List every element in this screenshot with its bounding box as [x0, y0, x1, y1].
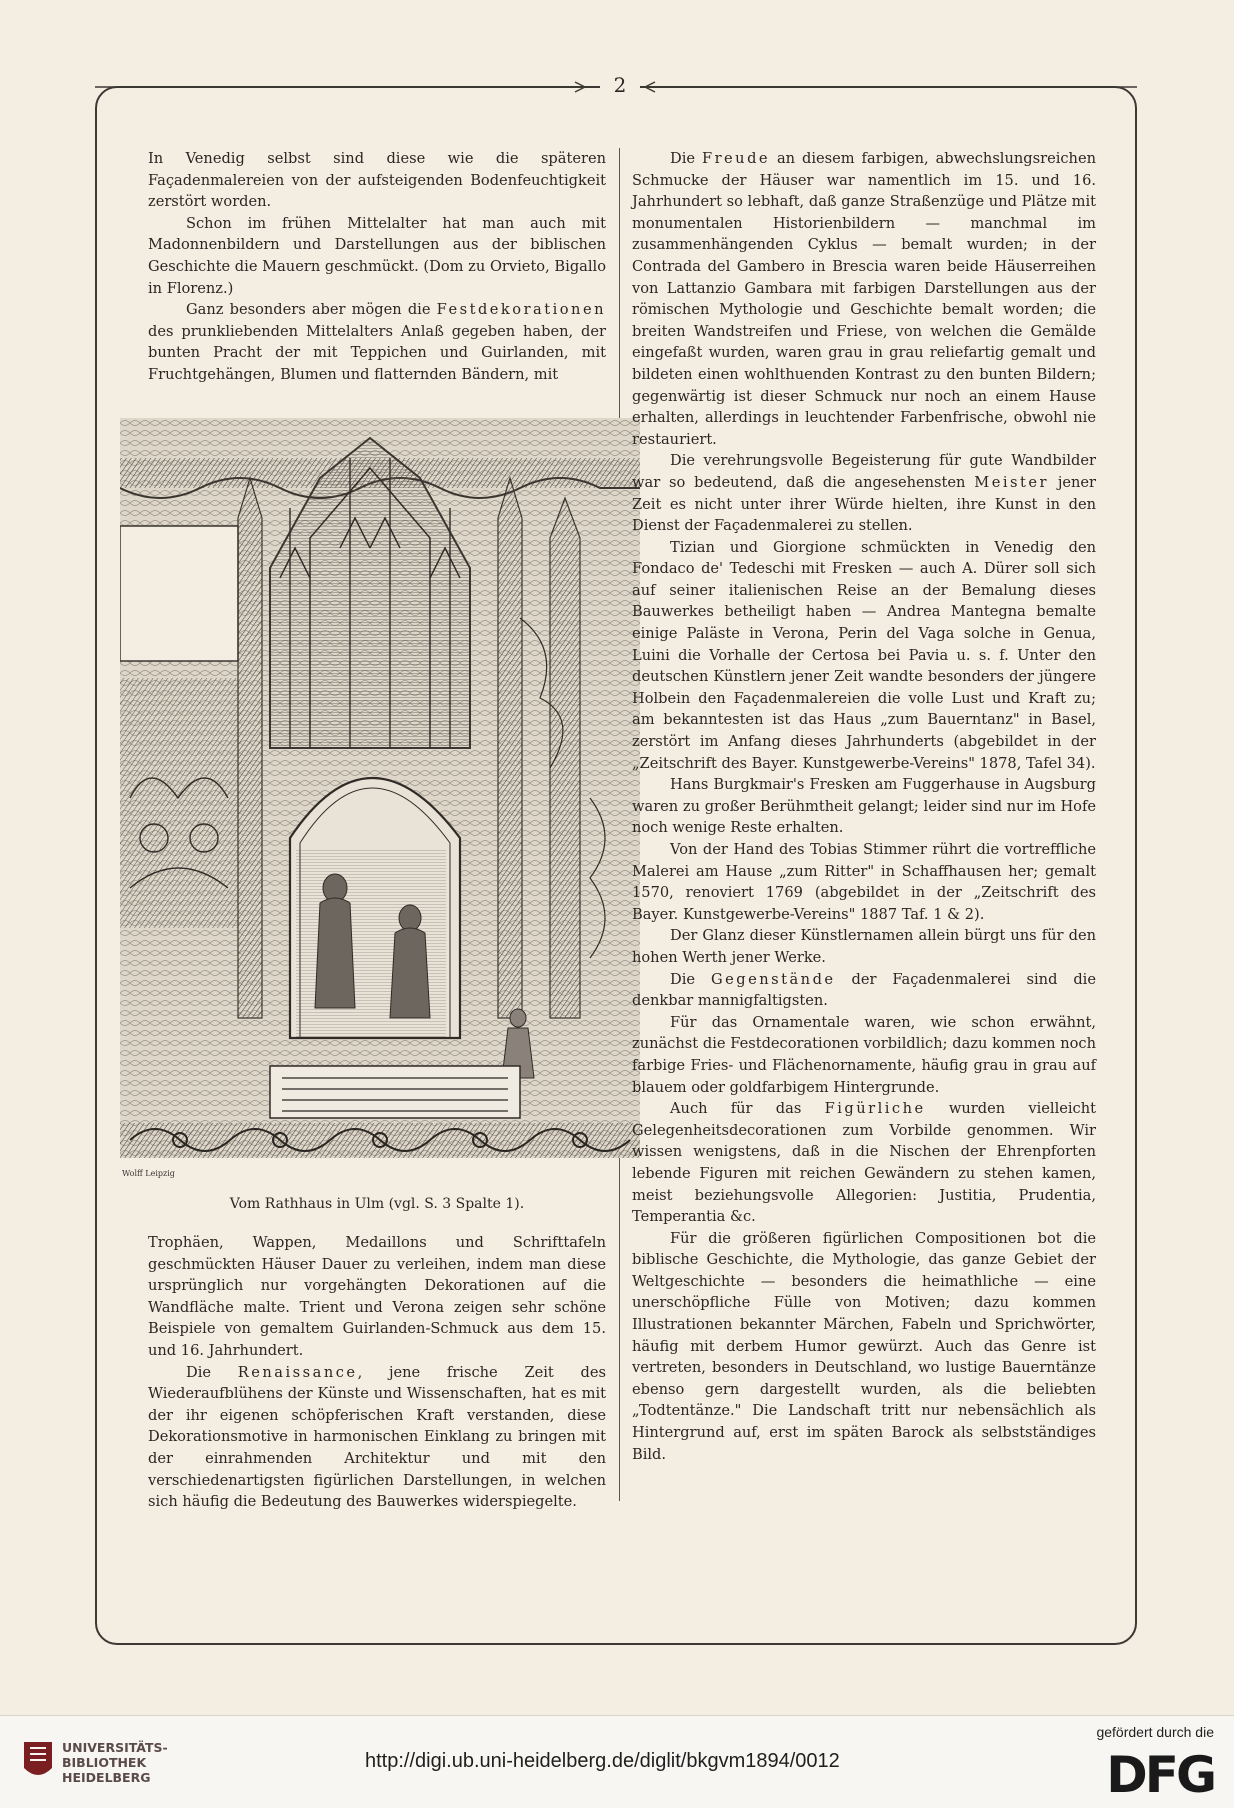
paragraph: Tizian und Giorgione schmückten in Venedig den Fondaco de' Tedeschi mit Fresken — auch A. Dürer soll sich auf seiner italienischen Reise an der Bemalung dieses Bauwerkes betheiligt haben — Andrea Mantegna bemalte einige Paläste in Verona, Perin del Vaga solche in Genua, Luini die Vorhalle der Certosa bei Pavia u. s. f. Unter den deutschen Künstlern jener Zeit wandte besonders der jüngere Holbein den Façadenmalereien die volle Lust und Kraft zu; am bekanntesten ist das Haus „zum Bauerntanz" in Basel, zerstört im Anfang dieses Jahrhunderts (abgebildet in der „Zeitschrift des Bayer. Kunstgewerbe-Vereins" 1878, Tafel 34). — [632, 538, 1096, 772]
digitization-footer — [0, 1715, 1234, 1808]
funding-note: gefördert durch die — [1096, 1724, 1214, 1740]
emphasized-term: Renaissance — [237, 1363, 358, 1381]
paragraph: Hans Burgkmair's Fresken am Fuggerhause in Augsburg waren zu großer Berühmtheit gelangt; leider sind nur im Hofe noch wenige Reste erhalten. — [632, 776, 1096, 837]
paragraph: Die verehrungsvolle Begeisterung für gute Wandbilder war so bedeutend, daß die angesehensten Meister jener Zeit es nicht unter ihrer Würde hielten, ihre Kunst in den Dienst der Façadenmalerei zu stellen. — [632, 452, 1097, 535]
paragraph: Die Renaissance, jene frische Zeit des Wiederaufblühens der Künste und Wissenschaften, hat es mit der ihr eigenen schöpferischen Kraft verstanden, diese Dekorationsmotive in harmonischen Einklang zu bringen mit der einrahmenden Architektur und mit den verschiedenartigsten figürlichen Darstellungen, in welchen sich häufig die Bedeutung des Bauwerkes widerspiegelte. — [148, 1363, 606, 1511]
source-url-link[interactable]: http://digi.ub.uni-heidelberg.de/diglit/bkgvm1894/0012 — [365, 1750, 840, 1772]
engraving-illustration — [120, 418, 640, 1183]
paragraph: Ganz besonders aber mögen die Festdekorationen des prunkliebenden Mittelalters Anlaß gegeben haben, der bunten Pracht der mit Teppichen und Guirlanden, mit Fruchtgehängen, Blumen und flatternden Bändern, mit — [148, 301, 606, 383]
paragraph: Der Glanz dieser Künstlernamen allein bürgt uns für den hohen Werth jener Werke. — [632, 927, 1096, 966]
paragraph: Die Gegenstände der Façadenmalerei sind die denkbar mannigfaltigsten. — [632, 970, 1096, 1010]
paragraph: Für die größeren figürlichen Compositionen bot die biblische Geschichte, die Mythologie, das ganze Gebiet der Weltgeschichte — besonders die heimathliche — eine unerschöpfliche Fülle von Motiven; dazu kommen Illustrationen bekannter Märchen, Fabeln und Sprichwörter, häufig mit derbem Humor gewürzt. Auch das Genre ist vertreten, besonders in Deutschland, wo lustige Bauerntänze ebenso gern dargestellt wurden, als die beliebten „Todtentänze." Die Landschaft tritt nur nebensächlich als Hintergrund auf, erst im späten Barock als selbstständiges Bild. — [632, 1229, 1096, 1463]
university-library-logo-icon — [20, 1738, 56, 1784]
paragraph: Von der Hand des Tobias Stimmer rührt die vortreffliche Malerei am Hause „zum Ritter" in Schaffhausen her; gemalt 1570, renoviert 1769 (abgebildet in der „Zeitschrift des Bayer. Kunstgewerbe-Vereins" 1887 Taf. 1 & 2). — [632, 841, 1096, 923]
emphasized-term: Meister — [974, 473, 1049, 491]
left-column-bottom — [148, 1232, 606, 1513]
paragraph: Die Freude an diesem farbigen, abwechslungsreichen Schmucke der Häuser war namentlich im 15. und 16. Jahrhundert so lebhaft, daß ganze Straßenzüge und Plätze mit monumentalen Historienbildern — manchmal im zusammenhängenden Cyklus — bemalt wurden; in der Contrada del Gambero in Brescia waren beide Häuserreihen von Lattanzio Gambara mit farbigen Darstellungen aus der römischen Mythologie und Geschichte bemalt worden; die breiten Wandstreifen und Friese, von welchen die Gemälde eingefaßt wurden, waren grau in grau reliefartig gemalt und bildeten einen wohlthuenden Kontrast zu den bunten Bildern; gegenwärtig ist dieser Schmuck nur noch an einem Hause erhalten, allerdings in leuchtender Farbenfrische, obwohl nie restauriert. — [632, 150, 1096, 448]
emphasized-term: Freude — [701, 150, 771, 167]
figure-caption: Vom Rathhaus in Ulm (vgl. S. 3 Spalte 1). — [229, 1196, 525, 1212]
paragraph: Für das Ornamentale waren, wie schon erwähnt, zunächst die Festdecorationen vorbildlich; dazu kommen noch farbige Fries- und Flächenornamente, häufig grau in grau auf blauem oder goldfarbigem Hintergrunde. — [632, 1013, 1096, 1096]
dfg-logo: DFG — [1106, 1746, 1214, 1804]
paragraph: Schon im frühen Mittelalter hat man auch mit Madonnenbildern und Darstellungen aus der biblischen Geschichte die Mauern geschmückt. (Dom zu Orvieto, Bigallo in Florenz.) — [148, 214, 606, 297]
emphasized-term: Festdekorationen — [436, 301, 606, 319]
library-name: UNIVERSITÄTS- BIBLIOTHEK HEIDELBERG — [62, 1740, 168, 1785]
emphasized-term: Figürliche — [824, 1100, 926, 1118]
emphasized-term: Gegenstände — [710, 970, 836, 988]
right-column — [632, 148, 1096, 1465]
left-column-top — [148, 148, 606, 386]
paragraph: Auch für das Figürliche wurden vielleicht Gelegenheitsdecorationen zum Vorbilde genommen. Wir wissen wenigstens, daß in die Nischen der Ehrenpforten lebende Figuren mit reichen Gewändern zu stehen kamen, meist beziehungsvolle Allegorien: Justitia, Prudentia, Temperantia &c. — [632, 1100, 1096, 1226]
paragraph: Trophäen, Wappen, Medaillons und Schrifttafeln geschmückten Häuser Dauer zu verleihen, indem man diese ursprünglich nur vorgehängten Dekorationen auf die Wandfläche malte. Trient und Verona zeigen sehr schöne Beispiele von gemaltem Guirlanden-Schmuck aus dem 15. und 16. Jahrhundert. — [148, 1234, 606, 1359]
engraver-signature: Wolff Leipzig — [122, 1169, 175, 1178]
paragraph: In Venedig selbst sind diese wie die späteren Façadenmalereien von der aufsteigenden Bodenfeuchtigkeit zerstört worden. — [148, 150, 606, 211]
page-number: 2 — [600, 70, 640, 100]
